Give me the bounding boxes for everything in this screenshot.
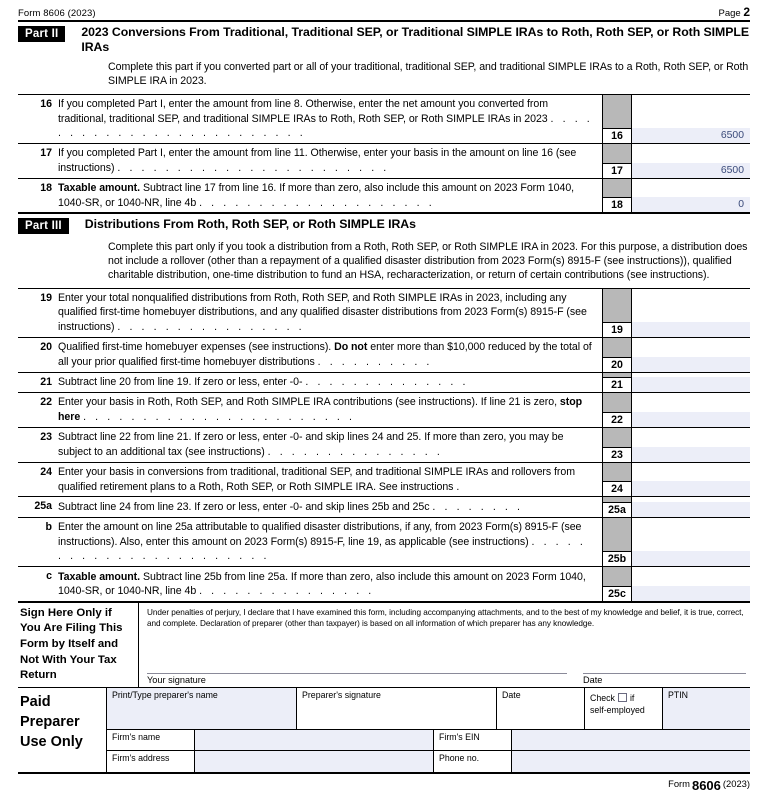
- leader-dots: . . . . . . . .: [432, 500, 524, 513]
- line-17-number-column: [602, 144, 632, 178]
- line-25a-box-number: 25a: [603, 502, 631, 517]
- line-number-22: 22: [40, 395, 52, 408]
- line-text-16: [58, 95, 602, 143]
- leader-dots: . . . . . . . . . . . . . . .: [199, 584, 375, 597]
- line-18-amount-field[interactable]: 0: [632, 197, 750, 212]
- firm-address-label: Firm's address: [112, 752, 170, 763]
- self-employed-checkbox[interactable]: [618, 693, 627, 702]
- line-text-20-body: enter more than $10,000 reduced by the total of all your prior qualified first-time homebuyer distributions: [58, 341, 592, 368]
- line-row-23: [18, 428, 750, 463]
- part-3-intro: Complete this part only if you took a distribution from a Roth, Roth SEP, or Roth SIMPLE IRA in 2023. For this purpose, a distribution does not include a rollover (other than a repayment of a qualified disaster distribution from 2023 Form(s) 8915-F (see instructions)), qualified charitable distribution, one-time distribution to fund an HSA, recharacterization, or return of certain contributions (see instructions).: [108, 240, 748, 282]
- line-text-20-pre: Qualified first-time homebuyer expenses (see instructions).: [58, 341, 335, 354]
- part-2-intro: Complete this part if you converted part or all of your traditional, traditional SEP, and traditional SIMPLE IRAs to a Roth, Roth SEP, or Roth SIMPLE IRA in 2023.: [108, 61, 749, 88]
- line-25b-box-number: 25b: [603, 551, 631, 566]
- line-22-box-number: 22: [603, 412, 631, 427]
- line-row-25c: [18, 567, 750, 601]
- line-text-25b-body: Enter the amount on line 25a attributable to qualified disaster distributions, if any, from 2023 Form(s) 8915-F (see instructions). Also, enter this amount on 2023 Form(s) 8915-F, line 19, as applicable (see instructions): [58, 521, 582, 548]
- line-25b-amount-field[interactable]: [632, 551, 750, 566]
- line-19-number-column: [602, 289, 632, 337]
- page-footer: [18, 774, 750, 793]
- line-20-number-column: [602, 338, 632, 372]
- line-row-20: [18, 338, 750, 373]
- ptin-label: PTIN: [668, 689, 689, 700]
- line-row-19: [18, 289, 750, 338]
- line-16-amount-column: [632, 95, 750, 143]
- leader-dots: . . . . . . . . . . . . . . . . . . . . . . .: [83, 410, 356, 423]
- line-text-25a-body: Subtract line 24 from line 23. If zero or less, enter -0- and skip lines 25b and 25c: [58, 500, 430, 513]
- check-if-label: if: [629, 692, 635, 703]
- line-21-box-number: 21: [603, 377, 631, 392]
- firm-address-label-cell: [107, 751, 195, 772]
- line-25c-amount-field[interactable]: [632, 586, 750, 601]
- signature-area: [138, 603, 750, 687]
- line-24-number-column: [602, 463, 632, 497]
- phone-field[interactable]: [512, 751, 750, 772]
- line-row-24: [18, 463, 750, 498]
- leader-dots: . . . . . . . . . . . . . .: [305, 376, 469, 389]
- preparer-row-3: [107, 751, 750, 772]
- preparer-name-label: Print/Type preparer's name: [112, 689, 218, 700]
- part-2-badge: Part II: [18, 26, 65, 42]
- line-text-24: [58, 463, 602, 497]
- line-text-24-body: Enter your basis in conversions from traditional, traditional SEP, and traditional SIMPLE IRAs and rollovers from qualified retirement plans to a Roth, Roth SEP, or Roth SIMPLE IRA. See instructions: [58, 466, 576, 493]
- line-text-17-body: If you completed Part I, enter the amount from line 11. Otherwise, enter your basis in the amount on line 16 (see instructions): [58, 147, 577, 174]
- line-25a-amount-field[interactable]: [632, 502, 750, 517]
- line-text-19: [58, 289, 602, 337]
- firm-name-label: Firm's name: [112, 731, 161, 742]
- line-text-20-bold: Do not: [334, 341, 368, 354]
- line-text-21: [58, 373, 602, 392]
- leader-dots: . . . . . . . . . . . . . . .: [267, 445, 443, 458]
- page-number-label: [718, 5, 750, 19]
- line-row-21: [18, 373, 750, 393]
- line-21-amount-field[interactable]: [632, 377, 750, 392]
- line-row-18: [18, 179, 750, 214]
- line-number-20: 20: [40, 340, 52, 353]
- perjury-statement: Under penalties of perjury, I declare that I have examined this form, including accompanying attachments, and to the best of my knowledge and belief, it is true, correct, and complete. Declaration of preparer (other than taxpayer) is based on all information of which preparer has any knowledge.: [147, 607, 744, 629]
- firm-address-field[interactable]: [195, 751, 434, 772]
- form-identifier: Form 8606 (2023): [18, 8, 96, 19]
- leader-dots: . . . . . . . . . . . . . . . . . . . . . . . . .: [58, 112, 593, 139]
- leader-dots: . . . . . . . . . . . . . . . . . . . . . . .: [117, 161, 390, 174]
- line-23-number-column: [602, 428, 632, 462]
- self-employed-check-cell[interactable]: [585, 688, 663, 729]
- line-18-amount-column: [632, 179, 750, 213]
- line-24-amount-column: [632, 463, 750, 497]
- line-text-23-body: Subtract line 22 from line 21. If zero or less, enter -0- and skip lines 24 and 25. If more than zero, you may be subject to an additional tax (see instructions): [58, 431, 564, 458]
- line-row-22: [18, 393, 750, 428]
- line-text-22: [58, 393, 602, 427]
- line-18-number-column: [602, 179, 632, 213]
- line-row-25b: [18, 518, 750, 567]
- line-number-25b: b: [45, 520, 52, 533]
- footer-form-word: Form: [668, 777, 690, 789]
- leader-dots: . . . . . . . . . . . . . . . .: [117, 320, 305, 333]
- line-number-18: 18: [40, 181, 52, 194]
- line-text-25c: [58, 567, 602, 601]
- preparer-row-2: [107, 730, 750, 751]
- line-16-box-number: 16: [603, 128, 631, 143]
- line-20-amount-column: [632, 338, 750, 372]
- preparer-row-1: [107, 688, 750, 730]
- preparer-date-cell[interactable]: [497, 688, 585, 729]
- line-25c-amount-column: [632, 567, 750, 601]
- preparer-signature-cell[interactable]: [297, 688, 497, 729]
- line-22-number-column: [602, 393, 632, 427]
- line-number-25a: 25a: [34, 500, 52, 513]
- line-25c-number-column: [602, 567, 632, 601]
- firm-ein-label-cell: [434, 730, 512, 750]
- line-16-number-column: [602, 95, 632, 143]
- leader-dots: . . . . . . . . . . . . . . . . . . . . . . .: [58, 535, 586, 563]
- part-2-header: [18, 22, 750, 56]
- line-text-22-pre: Enter your basis in Roth, Roth SEP, and Roth SIMPLE IRA contributions (see instructions). If line 21 is zero,: [58, 396, 560, 409]
- leader-dots: .: [456, 480, 463, 493]
- page-header: [18, 0, 750, 20]
- line-17-amount-field[interactable]: 6500: [632, 163, 750, 178]
- line-text-16-body: If you completed Part I, enter the amount from line 8. Otherwise, enter the net amount you converted from traditional, traditional SEP, and traditional SIMPLE IRAs to Roth, Roth SEP, or Roth SIMPLE IRAs in 2023: [58, 98, 548, 125]
- leader-dots: . . . . . . . . . .: [317, 355, 433, 368]
- line-text-18-bold: Taxable amount.: [58, 182, 141, 195]
- part-3-header: [18, 212, 750, 236]
- line-text-25c-bold: Taxable amount.: [58, 570, 141, 583]
- line-number-23: 23: [40, 430, 52, 443]
- line-text-22-bold: stop here: [58, 396, 583, 423]
- self-employed-label: self-employed: [590, 704, 645, 715]
- signature-date-field[interactable]: [583, 673, 746, 685]
- line-24-box-number: 24: [603, 481, 631, 496]
- part-3-title: Distributions From Roth, Roth SEP, or Roth SIMPLE IRAs: [84, 217, 416, 232]
- line-text-25a: [58, 497, 602, 516]
- preparer-signature-label: Preparer's signature: [302, 689, 381, 700]
- line-25b-number-column: [602, 518, 632, 566]
- line-19-amount-field[interactable]: [632, 322, 750, 337]
- line-number-21: 21: [40, 375, 52, 388]
- signature-lines: [147, 673, 746, 685]
- part-3-badge: Part III: [18, 218, 69, 234]
- phone-label: Phone no.: [439, 752, 480, 763]
- line-21-number-column: [602, 373, 632, 392]
- sign-here-label: Sign Here Only if You Are Filing This Form by Itself and Not With Your Tax Return: [20, 606, 123, 682]
- line-text-19-body: Enter your total nonqualified distributions from Roth, Roth SEP, and Roth SIMPLE IRAs in 2023, including any qualified first-time homebuyer distributions, and any qualified disaster distributions from 2023 Form(s) 8915-F (see instructions): [58, 292, 587, 333]
- line-text-20: [58, 338, 602, 372]
- line-number-16: 16: [40, 97, 52, 110]
- leader-dots: . . . . . . . . . . . . . . . . . . . .: [199, 196, 435, 209]
- firm-name-label-cell: [107, 730, 195, 750]
- your-signature-label: Your signature: [147, 674, 206, 685]
- line-19-box-number: 19: [603, 322, 631, 337]
- line-21-amount-column: [632, 373, 750, 392]
- part-2-title: 2023 Conversions From Traditional, Traditional SEP, or Traditional SIMPLE IRAs to Roth, Roth SEP, or Roth SIMPLE IRAs: [81, 25, 750, 54]
- line-number-25c: c: [46, 570, 52, 583]
- line-16-amount-field[interactable]: 6500: [632, 128, 750, 143]
- signature-date-label: Date: [583, 674, 603, 685]
- signature-block: [18, 601, 750, 687]
- line-23-amount-column: [632, 428, 750, 462]
- preparer-name-cell[interactable]: [107, 688, 297, 729]
- line-24-amount-field[interactable]: [632, 481, 750, 496]
- line-text-17: [58, 144, 602, 178]
- line-number-24: 24: [40, 465, 52, 478]
- ptin-cell[interactable]: [663, 688, 750, 729]
- line-22-amount-field[interactable]: [632, 412, 750, 427]
- line-number-19: 19: [40, 291, 52, 304]
- line-18-box-number: 18: [603, 197, 631, 212]
- line-20-box-number: 20: [603, 357, 631, 372]
- your-signature-field[interactable]: [147, 673, 567, 685]
- firm-name-field[interactable]: [195, 730, 434, 750]
- line-20-amount-field[interactable]: [632, 357, 750, 372]
- line-number-17: 17: [40, 146, 52, 159]
- footer-form-number: 8606: [691, 777, 721, 793]
- part-2-lines: [18, 94, 750, 214]
- line-22-amount-column: [632, 393, 750, 427]
- footer-form-year: (2023): [722, 777, 750, 789]
- line-25b-amount-column: [632, 518, 750, 566]
- phone-label-cell: [434, 751, 512, 772]
- line-17-amount-column: [632, 144, 750, 178]
- line-text-18-body: Subtract line 17 from line 16. If more than zero, also include this amount on 2023 Form 1040, 1040-SR, or 1040-NR, line 4b: [58, 182, 575, 209]
- line-25c-box-number: 25c: [603, 586, 631, 601]
- firm-ein-field[interactable]: [512, 730, 750, 750]
- paid-preparer-fields: [106, 688, 750, 772]
- line-text-21-body: Subtract line 20 from line 19. If zero or less, enter -0-: [58, 376, 303, 389]
- check-word-label: Check: [590, 692, 615, 703]
- line-row-16: [18, 95, 750, 144]
- line-25a-number-column: [602, 497, 632, 516]
- line-text-18: [58, 179, 602, 213]
- part-3-lines: [18, 288, 750, 601]
- line-23-amount-field[interactable]: [632, 447, 750, 462]
- line-25a-amount-column: [632, 497, 750, 516]
- paid-preparer-block: [18, 687, 750, 774]
- line-row-25a: [18, 497, 750, 517]
- page-word: Page: [718, 8, 741, 19]
- line-text-25c-body: Subtract line 25b from line 25a. If more than zero, also include this amount on 2023 Form 1040, 1040-SR, or 1040-NR, line 4b: [58, 570, 586, 597]
- line-text-23: [58, 428, 602, 462]
- line-19-amount-column: [632, 289, 750, 337]
- line-23-box-number: 23: [603, 447, 631, 462]
- line-17-box-number: 17: [603, 163, 631, 178]
- page-number: 2: [743, 5, 750, 19]
- preparer-date-label: Date: [502, 689, 521, 700]
- firm-ein-label: Firm's EIN: [439, 731, 480, 742]
- line-text-25b: [58, 518, 602, 566]
- paid-preparer-label: Paid Preparer Use Only: [20, 693, 83, 750]
- line-row-17: [18, 144, 750, 179]
